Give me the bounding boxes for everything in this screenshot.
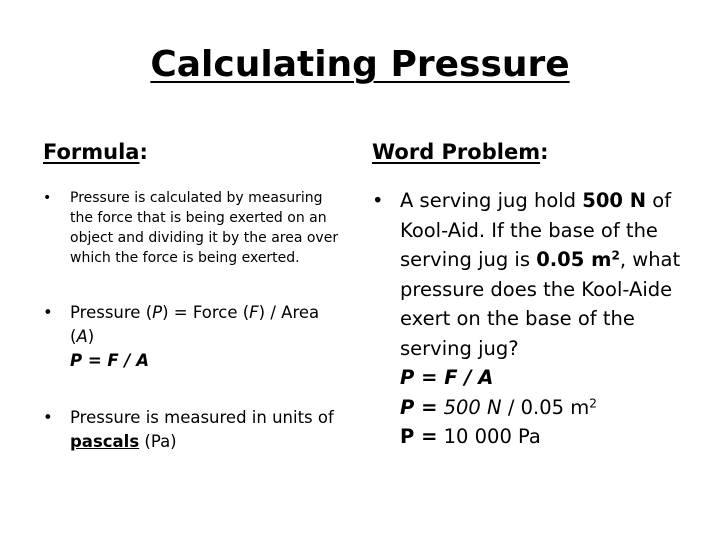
word-problem-heading: [372, 136, 692, 168]
solution-formula-text: P = F / A: [400, 366, 494, 389]
formula-words: [70, 303, 319, 346]
formula-heading-colon: :: [139, 140, 148, 164]
formula-words-force: ) = Force (: [162, 303, 250, 322]
word-problem-list: [372, 186, 692, 452]
bullet-icon: •: [372, 189, 384, 212]
symbol-p: P: [152, 303, 163, 322]
formula-heading: [43, 136, 343, 168]
formula-heading-text: Formula: [43, 140, 140, 164]
problem-text-c: , what pressure does the Kool-Aide exert on the base of the serving jug?: [400, 248, 681, 360]
slide-title: Calculating Pressure: [150, 44, 570, 85]
word-problem-item: [372, 186, 692, 452]
formula-bullet-list: [43, 188, 343, 454]
word-problem-heading-colon: :: [540, 140, 549, 164]
problem-text: [400, 186, 692, 363]
problem-text-a: A serving jug hold: [400, 189, 583, 212]
force-value: 500 N: [582, 189, 647, 212]
units-text: [70, 408, 334, 451]
pressure-formula-item: [43, 301, 343, 373]
solution-area: / 0.05 m: [501, 395, 590, 419]
pressure-definition-text: Pressure is calculated by measuring the force that is being exerted on an object and dividing it by the area over which the force is being exerted.: [70, 190, 339, 266]
problem-text-b: of Kool-Aid. If the base of the serving jug is: [400, 189, 672, 271]
bullet-icon: •: [43, 303, 53, 322]
units-text-lead: Pressure is measured in units of: [70, 408, 334, 427]
area-number: 0.05 m: [536, 248, 612, 271]
pressure-definition-item: [43, 188, 343, 268]
units-text-abbrev: (Pa): [139, 432, 177, 451]
symbol-f: F: [249, 303, 259, 322]
word-problem-column: [372, 136, 692, 452]
area-exponent: 2: [611, 248, 620, 263]
formula-words-close: ): [87, 327, 95, 346]
solution-p-label: P =: [400, 395, 438, 419]
solution-area-exponent: 2: [589, 395, 597, 410]
solution-formula: [400, 363, 692, 393]
bullet-icon: •: [43, 408, 53, 427]
formula-column: [43, 136, 343, 454]
bullet-icon: •: [43, 190, 52, 206]
answer-value: 10 000 Pa: [437, 425, 541, 448]
formula-words-area: ) / Area (: [70, 303, 320, 346]
solution-answer: [400, 422, 692, 452]
solution-substitution: [400, 393, 692, 423]
solution-force: 500 N: [437, 395, 502, 419]
formula-symbolic: P = F / A: [70, 351, 149, 370]
answer-p-label: P =: [400, 425, 438, 448]
area-value: [536, 248, 620, 271]
symbol-a: A: [76, 327, 88, 346]
formula-words-pressure: Pressure (: [70, 303, 153, 322]
word-problem-heading-text: Word Problem: [372, 140, 541, 164]
pascals-term: pascals: [70, 432, 140, 451]
pressure-units-item: [43, 406, 343, 454]
